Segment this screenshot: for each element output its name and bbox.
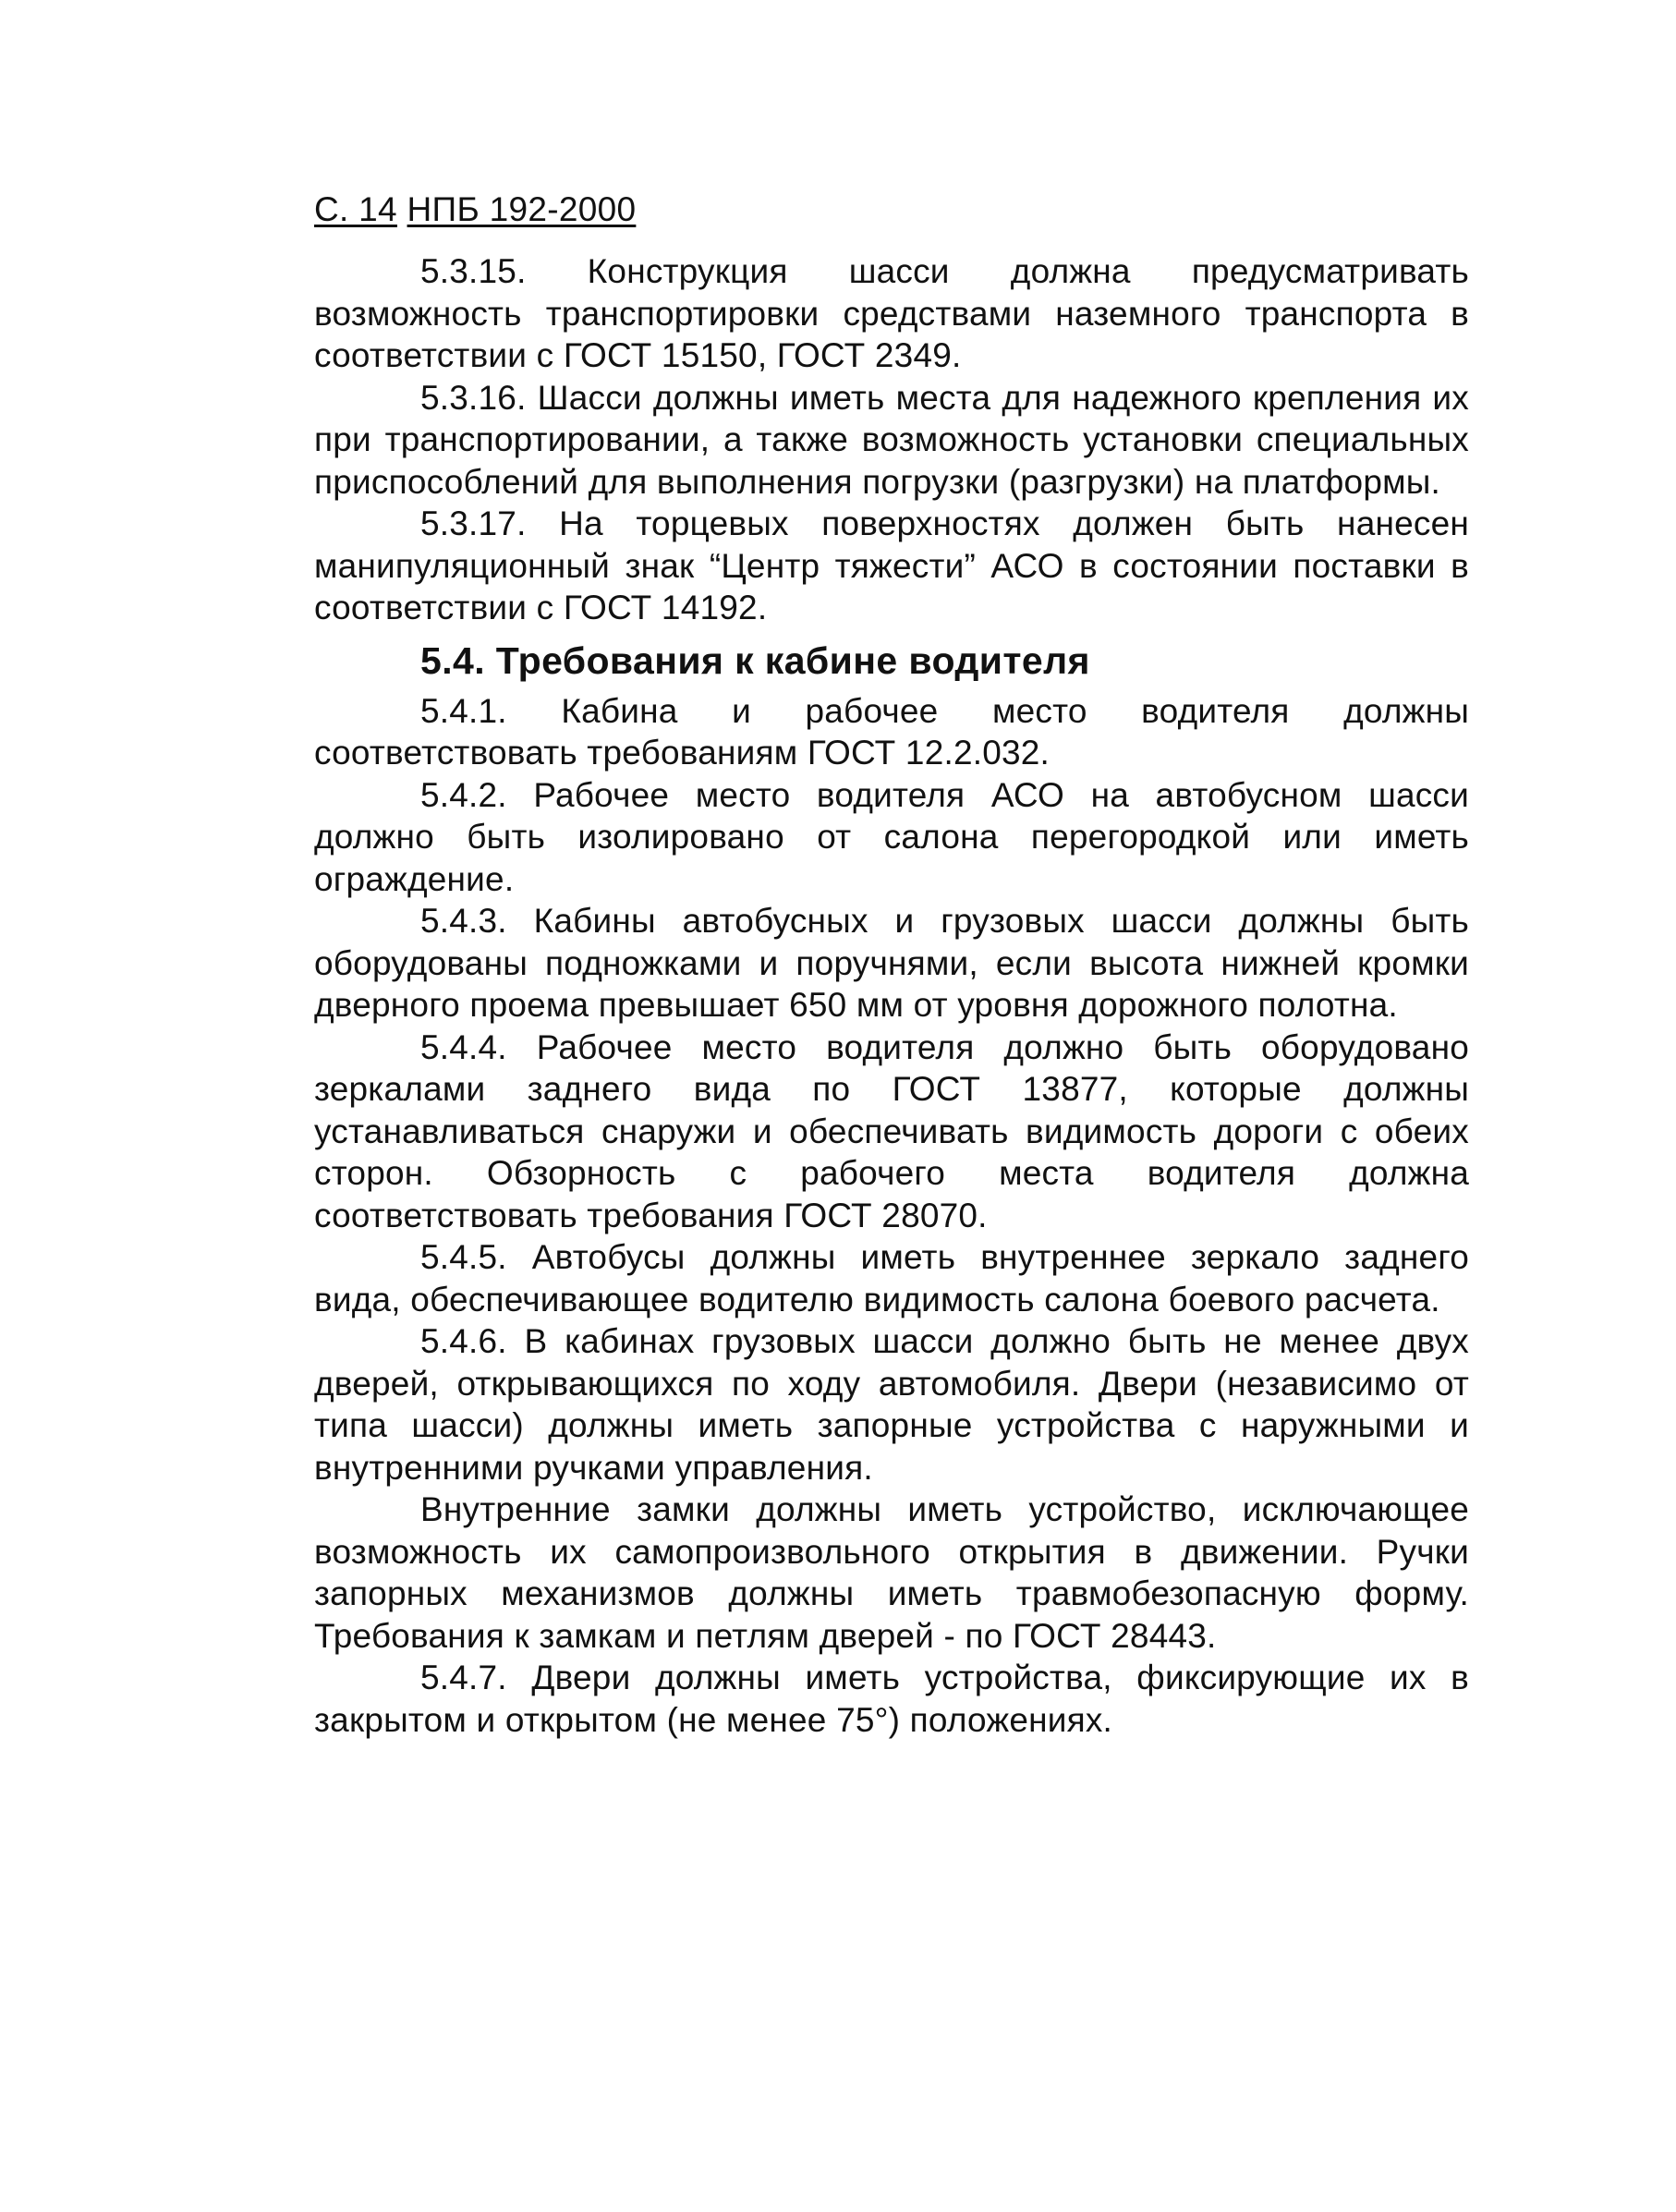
document-code: НПБ 192-2000 [407,190,637,228]
document-page [314,189,1469,1741]
paragraph-5-3-17: 5.3.17. На торцевых поверхностях должен быть нанесен манипуляционный знак “Центр тяжести” АСО в состоянии поставки в соответствии с ГОСТ 14192. [314,504,1469,626]
paragraph-5-3-15: 5.3.15. Конструкция шасси должна предусматривать возможность транспортировки средствами наземного транспорта в соответствии с ГОСТ 15150, ГОСТ 2349. [314,252,1469,374]
paragraph-5-4-7: 5.4.7. Двери должны иметь устройства, фиксирующие их в закрытом и открытом (не менее 75°) положениях. [314,1659,1469,1739]
paragraph-5-4-6-continuation: Внутренние замки должны иметь устройство, исключающее возможность их самопроизвольного открытия в движении. Ручки запорных механизмов должны иметь травмобезопасную форму. Требования к замкам и петлям дверей - по ГОСТ 28443. [314,1490,1469,1655]
paragraph-5-4-6: 5.4.6. В кабинах грузовых шасси должно быть не менее двух дверей, открывающихся по ходу автомобиля. Двери (независимо от типа шасси) должны иметь запорные устройства с наружными и внутренними ручками управления. [314,1322,1469,1487]
paragraph-5-4-2: 5.4.2. Рабочее место водителя АСО на автобусном шасси должно быть изолировано от салона перегородкой или иметь ограждение. [314,775,1469,898]
page-header [314,189,1469,230]
page-label: С. 14 [314,190,397,228]
paragraph-5-4-5: 5.4.5. Автобусы должны иметь внутреннее зеркало заднего вида, обеспечивающее водителю видимость салона боевого расчета. [314,1238,1469,1319]
paragraph-5-4-4: 5.4.4. Рабочее место водителя должно быть оборудовано зеркалами заднего вида по ГОСТ 13877, которые должны устанавливаться снаружи и обеспечивать видимость дороги с обеих сторон. Обзорность с рабочего места водителя должна соответствовать требования ГОСТ 28070. [314,1027,1469,1234]
paragraph-5-4-1: 5.4.1. Кабина и рабочее место водителя должны соответствовать требованиям ГОСТ 12.2.032. [314,691,1469,772]
paragraph-5-4-3: 5.4.3. Кабины автобусных и грузовых шасси должны быть оборудованы подножками и поручнями, если высота нижней кромки дверного проема превышает 650 мм от уровня дорожного полотна. [314,902,1469,1024]
section-title: 5.4. Требования к кабине водителя [420,638,1090,682]
paragraph-5-3-16: 5.3.16. Шасси должны иметь места для надежного крепления их при транспортировании, а также возможность установки специальных приспособлений для выполнения погрузки (разгрузки) на платформы. [314,378,1469,501]
